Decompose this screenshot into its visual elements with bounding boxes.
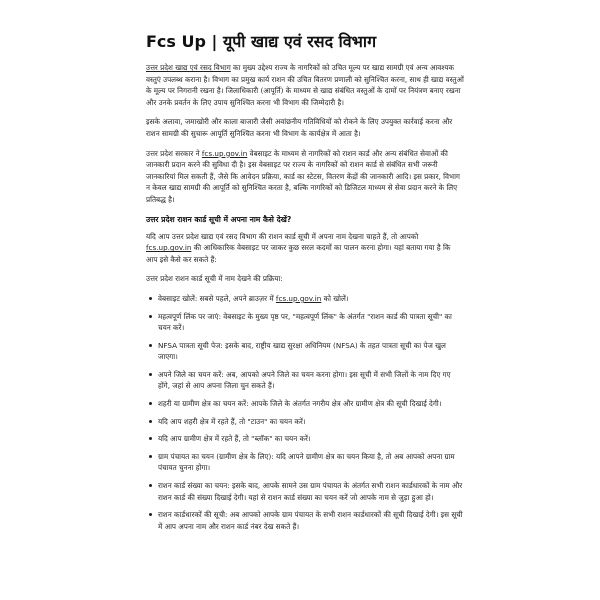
section-paragraph-2: उत्तर प्रदेश राशन कार्ड सूची में नाम देखने की प्रक्रिया:: [146, 274, 283, 284]
bullet-icon: [149, 373, 152, 376]
intro-paragraph-1: [146, 62, 464, 108]
list-item: यदि आप शहरी क्षेत्र में रहते हैं, तो "टाउन" का चयन करें।: [158, 416, 464, 428]
section-paragraph-1-before: यदि आप उत्तर प्रदेश खाद्य एवं रसद विभाग की राशन कार्ड सूची में अपना नाम देखना चाहते हैं, तो आपको: [146, 231, 419, 241]
list-item: शहरी या ग्रामीण क्षेत्र का चयन करें: आपके जिले के अंतर्गत नगरीय क्षेत्र और ग्रामीण क्षेत्र की सूची दिखाई देगी।: [158, 398, 464, 410]
list-item: ग्राम पंचायत का चयन (ग्रामीण क्षेत्र के लिए): यदि आपने ग्रामीण क्षेत्र का चयन किया है, तो अब आपको अपना ग्राम पंचायत चुनना होगा।: [158, 451, 464, 474]
intro-paragraph-3: [146, 148, 464, 206]
section-paragraph-1-after: की आधिकारिक वेबसाइट पर जाकर कुछ सरल कदमों का पालन करना होगा। यहां बताया गया है कि आप इसे कैसे कर सकते हैं:: [146, 243, 451, 264]
bullet-icon: [149, 455, 152, 458]
section-paragraph-1: [146, 231, 464, 266]
bullet-icon: [149, 315, 152, 318]
page-title: Fcs Up | यूपी खाद्य एवं रसद विभाग: [146, 32, 377, 51]
bullet-icon: [149, 437, 152, 440]
bullet-icon: [149, 513, 152, 516]
list-item: महत्वपूर्ण लिंक पर जाएं: वेबसाइट के मुख्य पृष्ठ पर, "महत्वपूर्ण लिंक" के अंतर्गत "राशन कार्ड की पात्रता सूची" का चयन करें।: [158, 311, 464, 334]
section-heading: उत्तर प्रदेश राशन कार्ड सूची में अपना नाम कैसे देखें?: [146, 214, 292, 224]
fcs-website-link[interactable]: fcs.up.gov.in: [201, 148, 248, 158]
bullet-icon: [149, 420, 152, 423]
article: [146, 0, 464, 538]
list-item: अपने जिले का चयन करें: अब, आपको अपने जिले का चयन करना होगा। इस सूची में सभी जिलों के नाम दिए गए होंगे, जहां से आप अपना जिला चुन सकते हैं।: [158, 369, 464, 392]
bullet-icon: [149, 344, 152, 347]
fcs-website-link[interactable]: fcs.up.gov.in: [275, 293, 322, 303]
list-item: NFSA पात्रता सूची पेज: इसके बाद, राष्ट्रीय खाद्य सुरक्षा अधिनियम (NFSA) के तहत पात्रता सूची का पेज खुल जाएगा।: [158, 340, 464, 363]
intro-paragraph-1-text: का मुख्य उद्देश्य राज्य के नागरिकों को उचित मूल्य पर खाद्य सामग्री एवं अन्य आवश्यक वस्तुएं उपलब्ध कराना है। विभाग का प्रमुख कार्य राशन की उचित वितरण प्रणाली को सुनिश्चित करना, साथ ही खाद्य वस्तुओं के मूल्य पर निगरानी रखना है। जिलाधिकारी (आपूर्ति) के माध्यम से खाद्य संबंधित वस्तुओं के दामों पर नियंत्रण बनाए रखना और उनके प्रवर्तन के लिए उपाय सुनिश्चित करना भी विभाग की जिम्मेदारी है।: [146, 63, 464, 107]
list-item: वेबसाइट खोलें: सबसे पहले, अपने ब्राउज़र में fcs.up.gov.in को खोलें।: [158, 293, 464, 305]
intro-paragraph-3-before: उत्तर प्रदेश सरकार ने: [146, 148, 202, 158]
steps-list: [146, 293, 464, 533]
list-item: राशन कार्ड संख्या का चयन: इसके बाद, आपके सामने उस ग्राम पंचायत के अंतर्गत सभी राशन कार्डधारकों के नाम और राशन कार्ड की संख्या दिखाई देगी। यहां से राशन कार्ड संख्या का चयन करें जो आपके नाम से जुड़ा हुआ हो।: [158, 480, 464, 503]
intro-paragraph-3-after: वेबसाइट के माध्यम से नागरिकों को राशन कार्ड और अन्य संबंधित सेवाओं की जानकारी प्रदान करने की सुविधा दी है। इस वेबसाइट पर राज्य के नागरिकों को राशन कार्ड से संबंधित सभी जरूरी जानकारियां मिल सकती हैं, जैसे कि आवेदन प्रक्रिया, कार्ड का स्टेटस, वितरण केंद्रों की जानकारी आदि। इस प्रकार, विभाग न केवल खाद्य सामग्री की आपूर्ति को सुनिश्चित करता है, बल्कि नागरिकों को डिजिटल माध्यम से सेवा प्रदान करने के लिए प्रतिबद्ध है।: [146, 148, 460, 204]
bullet-icon: [149, 402, 152, 405]
bullet-icon: [149, 484, 152, 487]
list-item: राशन कार्डधारकों की सूची: अब आपको आपके ग्राम पंचायत के सभी राशन कार्डधारकों की सूची दिखाई देगी। इस सूची में आप अपना नाम और राशन कार्ड नंबर देख सकते हैं।: [158, 509, 464, 532]
bullet-icon: [149, 297, 152, 300]
intro-paragraph-2: इसके अलावा, जमाखोरी और काला बाजारी जैसी अवांछनीय गतिविधियों को रोकने के लिए उपयुक्त कार्रवाई करना और राशन सामग्री की सुचारू आपूर्ति सुनिश्चित करना भी विभाग के कार्यक्षेत्र में आता है।: [146, 117, 453, 138]
list-item: यदि आप ग्रामीण क्षेत्र में रहते हैं, तो "ब्लॉक" का चयन करें।: [158, 433, 464, 445]
fcs-website-link[interactable]: fcs.up.gov.in: [146, 243, 192, 253]
department-link[interactable]: उत्तर प्रदेश खाद्य एवं रसद विभाग: [146, 63, 231, 72]
